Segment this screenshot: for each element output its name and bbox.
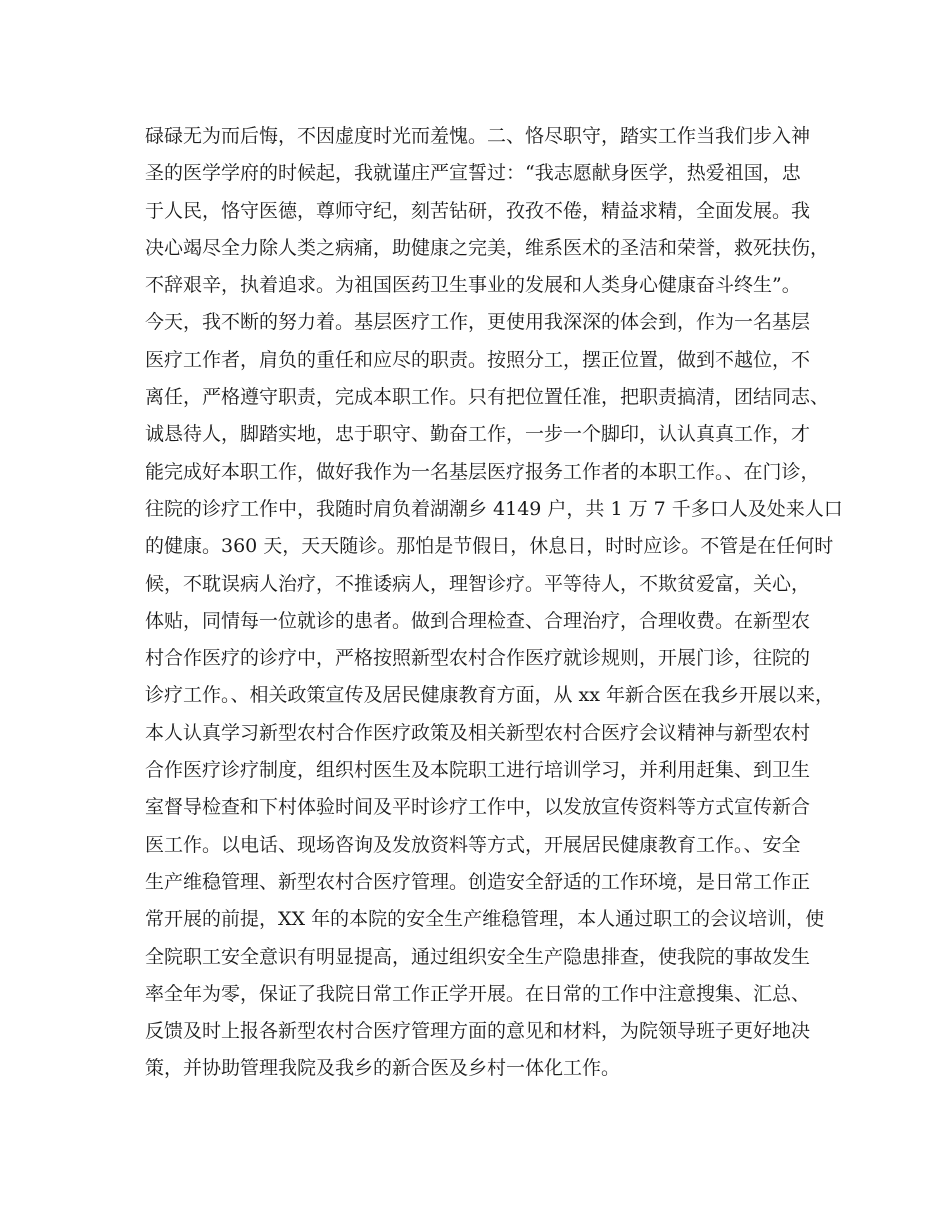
text-line: 体贴，同情每一位就诊的患者。做到合理检查、合理治疗，合理收费。在新型农 (145, 609, 811, 632)
text-line: 合作医疗诊疗制度，组织村医生及本院职工进行培训学习，并利用赶集、到卫生 (145, 759, 811, 782)
text-line: 医疗工作者，肩负的重任和应尽的职责。按照分工，摆正位置，做到不越位，不 (145, 348, 811, 371)
text-line: 碌碌无为而后悔，不因虚度时光而羞愧。二、恪尽职守，踏实工作当我们步入神 (145, 125, 811, 147)
text-line: 室督导检查和下村体验时间及平时诊疗工作中，以发放宣传资料等方式宣传新合 (145, 796, 811, 819)
text-line: 决心竭尽全力除人类之病痛，助健康之完美，维系医术的圣洁和荣誉，救死扶伤， (145, 236, 830, 259)
text-line: 今天，我不断的努力着。基层医疗工作，更使用我深深的体会到，作为一名基层 (145, 311, 811, 334)
text-line: 医工作。以电话、现场咨询及发放资料等方式，开展居民健康教育工作。、安全 (145, 833, 801, 856)
text-line: 圣的医学学府的时候起，我就谨庄严宣誓过：“我志愿献身医学，热爱祖国，忠 (145, 162, 801, 185)
text-line: 的健康。360 天，天天随诊。那怕是节假日，休息日，时时应诊。不管是在任何时 (145, 535, 834, 558)
text-line: 于人民，恪守医德，尊师守纪，刻苦钻研，孜孜不倦，精益求精，全面发展。我 (145, 199, 811, 222)
text-line: 往院的诊疗工作中，我随时肩负着湖潮乡 4149 户，共 1 万 7 千多口人及处来人口 (145, 497, 843, 520)
text-line: 诊疗工作。、相关政策宣传及居民健康教育方面，从 xx 年新合医在我乡开展以来， (145, 684, 835, 707)
text-line: 诚恳待人，脚踏实地，忠于职守、勤奋工作，一步一个脚印，认认真真工作，才 (145, 423, 811, 446)
text-line: 常开展的前提，XX 年的本院的安全生产维稳管理，本人通过职工的会议培训，使 (145, 908, 825, 931)
text-line: 反馈及时上报各新型农村合医疗管理方面的意见和材料，为院领导班子更好地决 (145, 1020, 811, 1043)
text-line: 生产维稳管理、新型农村合医疗管理。创造安全舒适的工作环境，是日常工作正 (145, 870, 811, 893)
text-line: 候，不耽误病人治疗，不推诿病人，理智诊疗。平等待人，不欺贫爱富，关心， (145, 572, 811, 595)
body-text (145, 118, 843, 1088)
text-line: 率全年为零，保证了我院日常工作正学开展。在日常的工作中注意搜集、汇总、 (145, 982, 811, 1005)
text-line: 全院职工安全意识有明显提高，通过组织安全生产隐患排查，使我院的事故发生 (145, 945, 811, 968)
text-line: 能完成好本职工作，做好我作为一名基层医疗报务工作者的本职工作。、在门诊， (145, 460, 820, 483)
text-line: 本人认真学习新型农村合作医疗政策及相关新型农村合医疗会议精神与新型农村 (145, 721, 811, 744)
text-line: 策，并协助管理我院及我乡的新合医及乡村一体化工作。 (145, 1057, 621, 1080)
text-line: 离任，严格遵守职责，完成本职工作。只有把位置任准，把职责搞清，团结同志、 (145, 386, 830, 409)
text-line: 村合作医疗的诊疗中，严格按照新型农村合作医疗就诊规则，开展门诊，往院的 (145, 647, 811, 670)
text-line: 不辞艰辛，执着追求。为祖国医药卫生事业的发展和人类身心健康奋斗终生”。 (145, 274, 801, 297)
